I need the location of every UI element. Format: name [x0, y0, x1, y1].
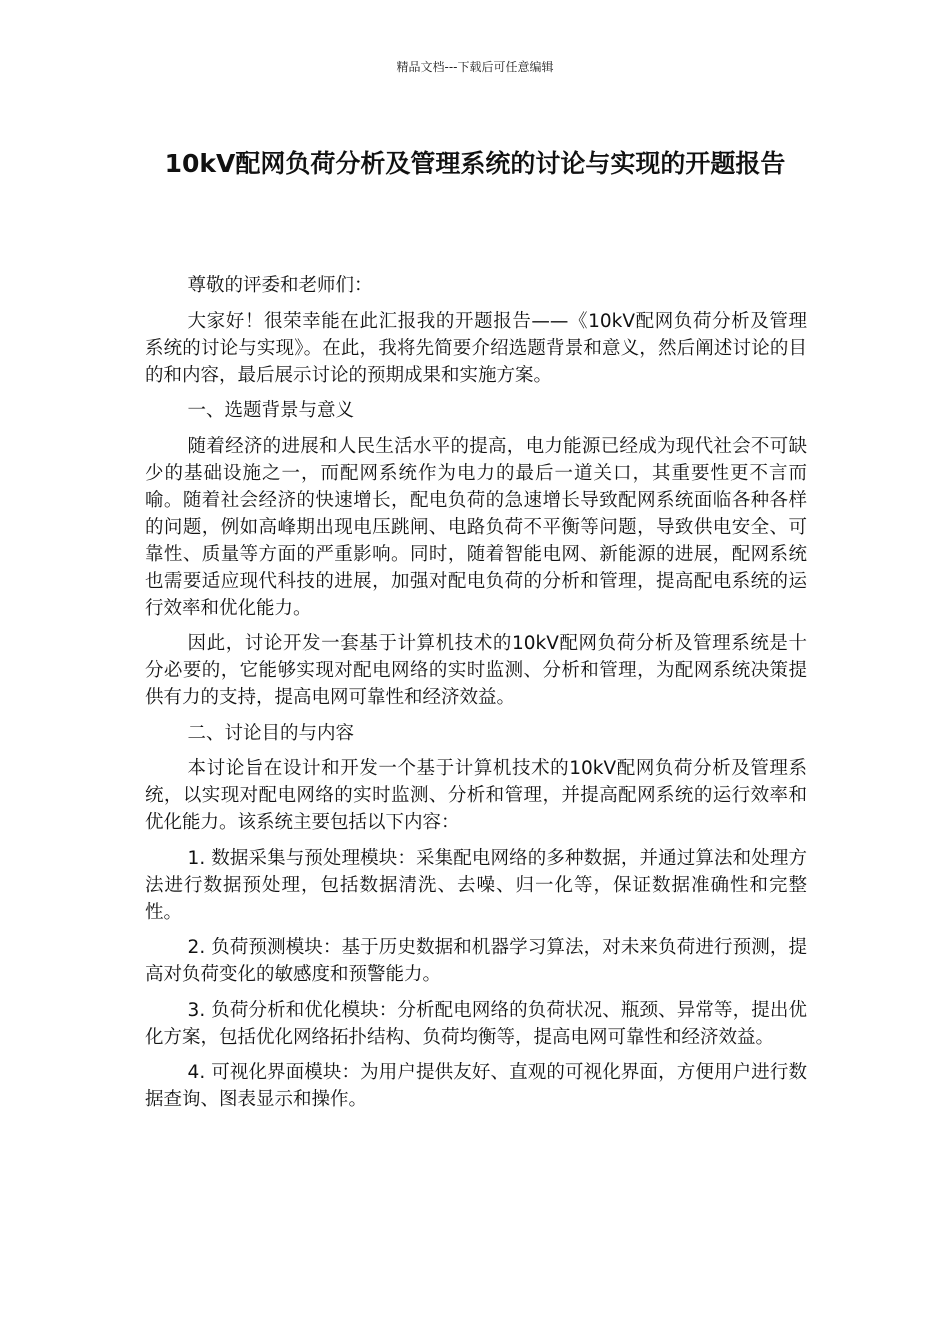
salutation: 尊敬的评委和老师们：: [187, 275, 373, 296]
section-heading-purpose: 二、讨论目的与内容: [187, 722, 355, 744]
list-item-load-analysis: 3. 负荷分析和优化模块：分析配电网络的负荷状况、瓶颈、异常等，提出优化方案，包括优化网络拓扑结构、负荷均衡等，提高电网可靠性和经济效益。: [145, 999, 807, 1048]
section-heading-background: 一、选题背景与意义: [187, 400, 355, 421]
list-item-visualization: 4. 可视化界面模块：为用户提供友好、直观的可视化界面，方便用户进行数据查询、图表显示和操作。: [145, 1062, 807, 1110]
list-item-load-forecast: 2. 负荷预测模块：基于历史数据和机器学习算法，对未来负荷进行预测，提高对负荷变化的敏感度和预警能力。: [145, 937, 807, 985]
background-paragraph: 随着经济的进展和人民生活水平的提高，电力能源已经成为现代社会不可缺少的基础设施之一，而配网系统作为电力的最后一道关口，其重要性更不言而喻。随着社会经济的快速增长，配电负荷的急速增长导致配网系统面临各种各样的问题，例如高峰期出现电压跳闸、电路负荷不平衡等问题，导致供电安全、可靠性、质量等方面的严重影响。同时，随着智能电网、新能源的进展，配网系统也需要适应现代科技的进展，加强对配电负荷的分析和管理，提高配电系统的运行效率和优化能力。: [145, 435, 807, 619]
necessity-paragraph: 因此，讨论开发一套基于计算机技术的10kV配网负荷分析及管理系统是十分必要的，它能够实现对配电网络的实时监测、分析和管理，为配网系统决策提供有力的支持，提高电网可靠性和经济效益。: [145, 633, 807, 708]
list-item-data-collection: 1. 数据采集与预处理模块：采集配电网络的多种数据，并通过算法和处理方法进行数据预处理，包括数据清洗、去噪、归一化等，保证数据准确性和完整性。: [145, 847, 807, 923]
document-body: [145, 272, 807, 1122]
document-title: 10kV配网负荷分析及管理系统的讨论与实现的开题报告: [164, 149, 786, 178]
page-header: 精品文档---下载后可任意编辑: [396, 60, 554, 74]
purpose-paragraph: 本讨论旨在设计和开发一个基于计算机技术的10kV配网负荷分析及管理系统，以实现对配电网络的实时监测、分析和管理，并提高配网系统的运行效率和优化能力。该系统主要包括以下内容：: [145, 758, 807, 833]
intro-paragraph: 大家好！很荣幸能在此汇报我的开题报告——《10kV配网负荷分析及管理系统的讨论与实现》。在此，我将先简要介绍选题背景和意义，然后阐述讨论的目的和内容，最后展示讨论的预期成果和实施方案。: [145, 310, 807, 386]
